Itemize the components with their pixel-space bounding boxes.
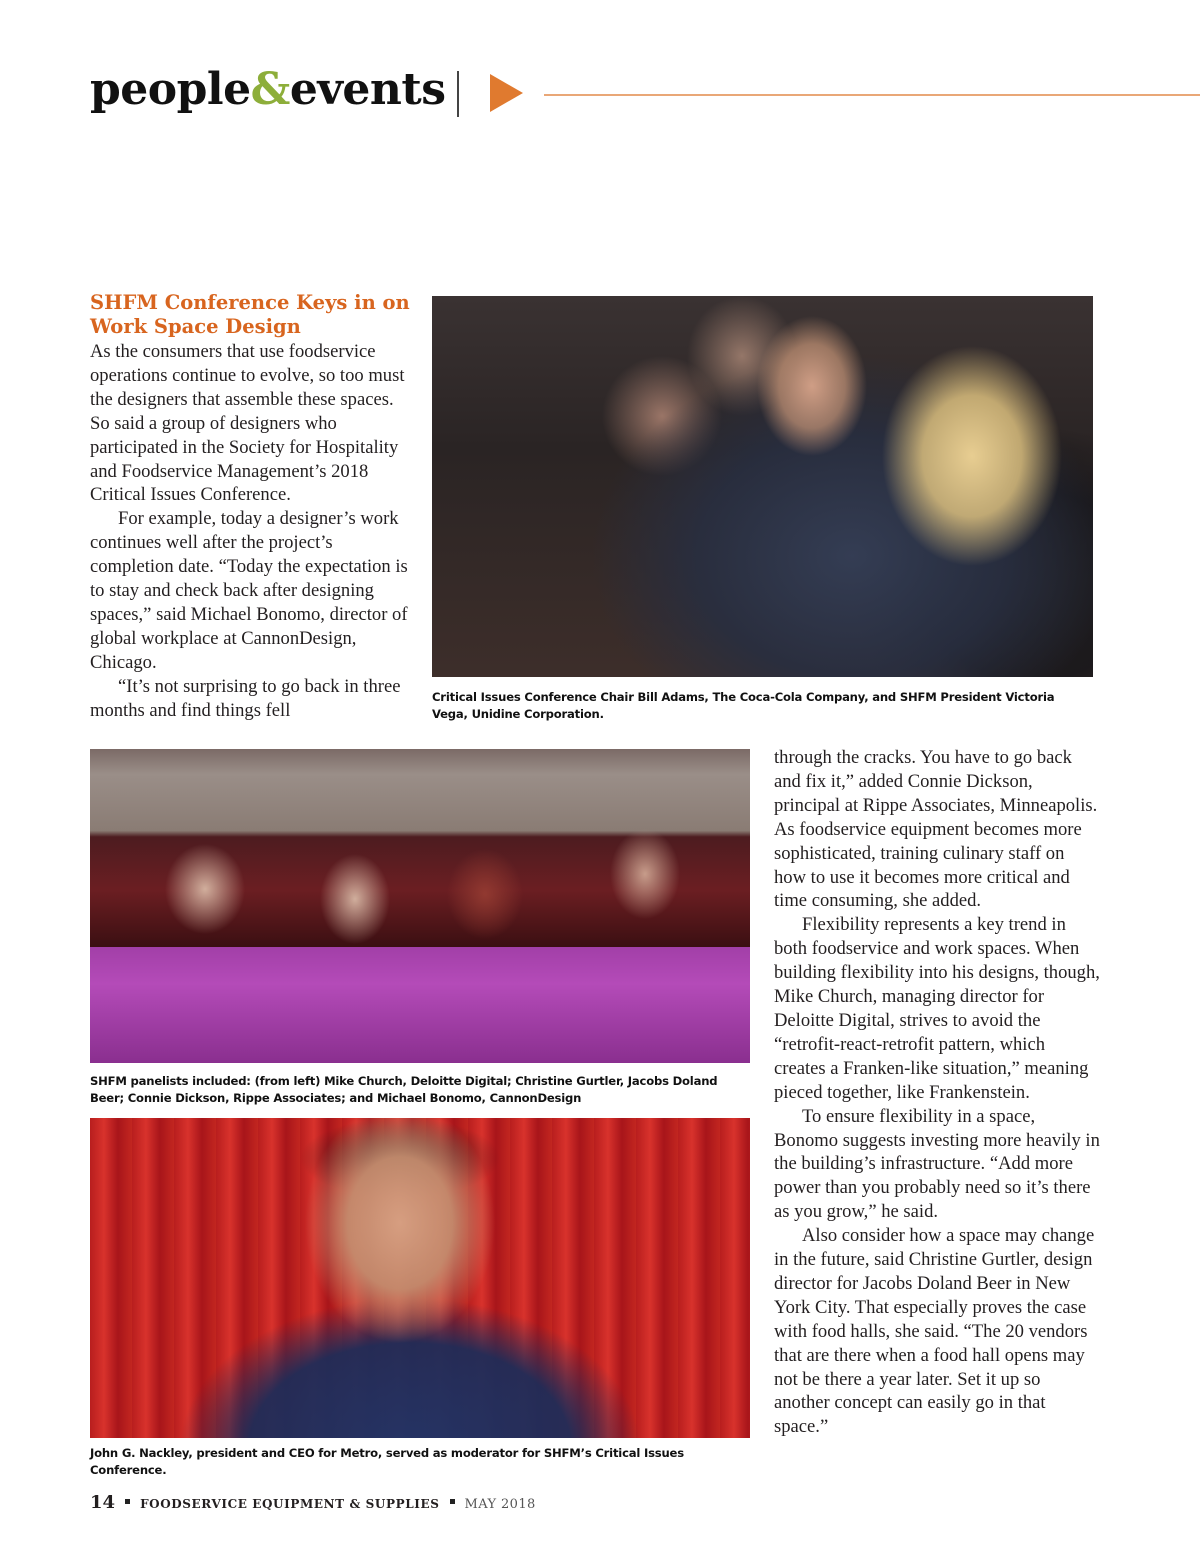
body-paragraph: For example, today a designer’s work continues well after the project’s completion date. “Today the expectation is to stay and check back after designing spaces,” said Michael Bonomo, director of global workplace at CannonDesign, Chicago. <box>90 508 408 673</box>
photo-audience <box>432 296 1093 677</box>
footer-bullet <box>450 1499 455 1504</box>
play-arrow-icon <box>490 74 523 112</box>
section-title-people: people <box>90 64 251 115</box>
header-divider <box>457 71 459 117</box>
photo-caption: SHFM panelists included: (from left) Mike Church, Deloitte Digital; Christine Gurtler, Jacobs Doland Beer; Connie Dickson, Rippe Associates; and Michael Bonomo, CannonDesign <box>90 1074 718 1105</box>
footer-bullet <box>125 1499 130 1504</box>
body-paragraph: Also consider how a space may change in the future, said Christine Gurtler, design director for Jacobs Doland Beer in New York City. That especially proves the case with food halls, she said. “The 20 vendors that are there when a food hall opens may not be there a year later. Set it up so another concept can easily go in that space.” <box>774 1225 1095 1438</box>
body-paragraph: To ensure flexibility in a space, Bonomo suggests investing more heavily in the building’s infrastructure. “Add more power than you probably need so it’s there as you grow,” he said. <box>774 1105 1100 1223</box>
body-paragraph: “It’s not surprising to go back in three months and find things fell <box>90 675 401 721</box>
section-title <box>90 62 445 118</box>
section-title-events: events <box>289 64 446 115</box>
photo-moderator <box>90 1118 750 1438</box>
header-rule <box>544 94 1200 96</box>
body-paragraph: As the consumers that use foodservice operations continue to evolve, so too must the designers that assemble these spaces. So said a group of designers who participated in the Society for Hospitality and Foodservice Management’s 2018 Critical Issues Conference. <box>90 341 405 506</box>
body-column-right <box>774 746 1100 1439</box>
section-title-ampersand: & <box>250 64 290 115</box>
article-headline: SHFM Conference Keys in on Work Space Design <box>90 291 410 338</box>
page-number: 14 <box>90 1492 116 1513</box>
photo-caption: John G. Nackley, president and CEO for Metro, served as moderator for SHFM’s Critical Issues Conference. <box>90 1446 684 1477</box>
photo-caption: Critical Issues Conference Chair Bill Adams, The Coca-Cola Company, and SHFM President Victoria Vega, Unidine Corporation. <box>432 690 1055 721</box>
body-paragraph: Flexibility represents a key trend in both foodservice and work spaces. When building flexibility into his designs, though, Mike Church, managing director for Deloitte Digital, strives to avoid the “retrofit-react-retrofit pattern, which creates a Franken-like situation,” meaning pieced together, like Frankenstein. <box>774 914 1100 1103</box>
issue-date: MAY 2018 <box>464 1497 536 1512</box>
body-paragraph: through the cracks. You have to go back and fix it,” added Connie Dickson, principal at Rippe Associates, Minneapolis. As foodservice equipment becomes more sophisticated, training culinary staff on how to use it becomes more critical and time consuming, she added. <box>774 747 1098 912</box>
publication-name: FOODSERVICE EQUIPMENT & SUPPLIES <box>140 1497 440 1511</box>
photo-panelists <box>90 749 750 1063</box>
page-footer <box>90 1492 536 1513</box>
body-column-left <box>90 340 410 723</box>
